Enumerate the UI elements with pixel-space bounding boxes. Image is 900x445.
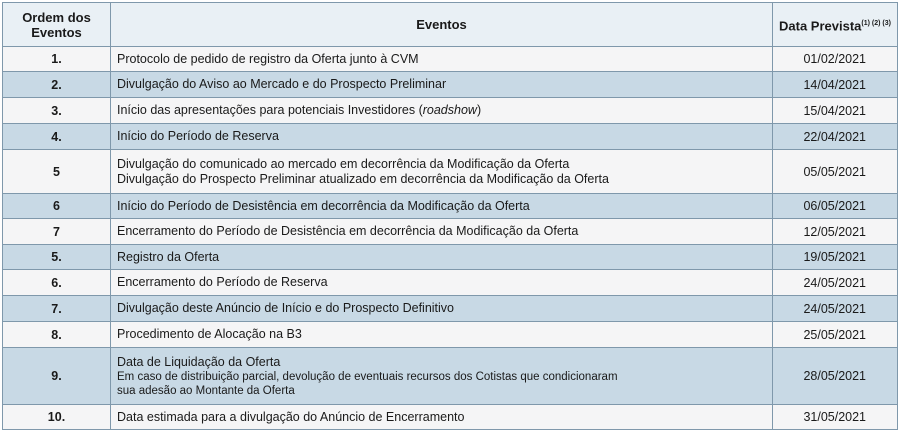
event-line: Data de Liquidação da Oferta xyxy=(117,354,281,369)
event-date: 31/05/2021 xyxy=(773,405,898,430)
event-order: 4. xyxy=(3,124,111,150)
event-order: 7 xyxy=(3,219,111,245)
table-row xyxy=(3,124,898,150)
event-description xyxy=(111,405,773,430)
event-line: Início do Período de Desistência em decorrência da Modificação da Oferta xyxy=(117,198,530,213)
event-date: 05/05/2021 xyxy=(773,150,898,194)
event-line: Encerramento do Período de Reserva xyxy=(117,275,328,289)
header-order xyxy=(3,3,111,47)
event-date: 28/05/2021 xyxy=(773,348,898,405)
table-row xyxy=(3,150,898,194)
table-row xyxy=(3,72,898,98)
event-line: Registro da Oferta xyxy=(117,249,220,264)
event-line: Divulgação deste Anúncio de Início e do Prospecto Definitivo xyxy=(117,301,455,315)
table-row xyxy=(3,405,898,430)
header-date-label: Data Prevista xyxy=(779,18,862,34)
event-date: 19/05/2021 xyxy=(773,245,898,270)
event-order: 7. xyxy=(3,296,111,322)
event-line: sua adesão ao Montante da Oferta xyxy=(117,384,295,397)
event-date: 12/05/2021 xyxy=(773,219,898,245)
event-line: Procedimento de Alocação na B3 xyxy=(117,327,302,341)
header-events: Eventos xyxy=(111,3,773,47)
event-line-tail: ) xyxy=(476,103,482,117)
event-order: 8. xyxy=(3,322,111,348)
event-line: Divulgação do Aviso ao Mercado e do Prospecto Preliminar xyxy=(117,77,447,91)
table-row xyxy=(3,194,898,219)
event-description xyxy=(111,296,773,322)
event-order: 5. xyxy=(3,245,111,270)
event-date: 14/04/2021 xyxy=(773,72,898,98)
event-order: 9. xyxy=(3,348,111,405)
header-date xyxy=(773,3,898,47)
header-order-line1: Ordem dos xyxy=(22,9,91,25)
event-line: Data estimada para a divulgação do Anúncio de Encerramento xyxy=(117,409,465,424)
event-description xyxy=(111,47,773,72)
table-row xyxy=(3,348,898,405)
event-order: 2. xyxy=(3,72,111,98)
event-description xyxy=(111,245,773,270)
event-date: 15/04/2021 xyxy=(773,98,898,124)
event-line: Início do Período de Reserva xyxy=(117,129,279,143)
event-line: Encerramento do Período de Desistência em decorrência da Modificação da Oferta xyxy=(117,224,579,238)
event-date: 06/05/2021 xyxy=(773,194,898,219)
table-row xyxy=(3,296,898,322)
table-row xyxy=(3,98,898,124)
event-order: 6. xyxy=(3,270,111,296)
event-line-text: Início das apresentações para potenciais Investidores ( xyxy=(117,103,423,117)
event-description xyxy=(111,270,773,296)
table-row xyxy=(3,322,898,348)
table-row xyxy=(3,219,898,245)
event-order: 3. xyxy=(3,98,111,124)
event-line-italic: roadshow xyxy=(422,103,477,117)
event-date: 01/02/2021 xyxy=(773,47,898,72)
event-description xyxy=(111,348,773,405)
table-row xyxy=(3,47,898,72)
event-line: Divulgação do Prospecto Preliminar atualizado em decorrência da Modificação da Oferta xyxy=(117,171,609,186)
event-order: 10. xyxy=(3,405,111,430)
event-date: 22/04/2021 xyxy=(773,124,898,150)
header-order-line2: Eventos xyxy=(31,24,82,40)
event-date: 24/05/2021 xyxy=(773,296,898,322)
event-description xyxy=(111,322,773,348)
table-row xyxy=(3,245,898,270)
event-line: Divulgação do comunicado ao mercado em decorrência da Modificação da Oferta xyxy=(117,156,570,171)
event-description xyxy=(111,98,773,124)
event-line: Em caso de distribuição parcial, devolução de eventuais recursos dos Cotistas que condicionaram xyxy=(117,370,618,383)
header-date-notes: (1) (2) (3) xyxy=(861,19,891,27)
event-date: 24/05/2021 xyxy=(773,270,898,296)
event-description xyxy=(111,72,773,98)
header-row xyxy=(3,3,898,47)
event-description xyxy=(111,124,773,150)
event-description xyxy=(111,150,773,194)
event-description xyxy=(111,219,773,245)
event-order: 5 xyxy=(3,150,111,194)
event-date: 25/05/2021 xyxy=(773,322,898,348)
event-order: 1. xyxy=(3,47,111,72)
event-line xyxy=(117,103,772,118)
event-order: 6 xyxy=(3,194,111,219)
event-description xyxy=(111,194,773,219)
events-table xyxy=(2,2,898,430)
event-line: Protocolo de pedido de registro da Oferta junto à CVM xyxy=(117,51,419,66)
table-row xyxy=(3,270,898,296)
